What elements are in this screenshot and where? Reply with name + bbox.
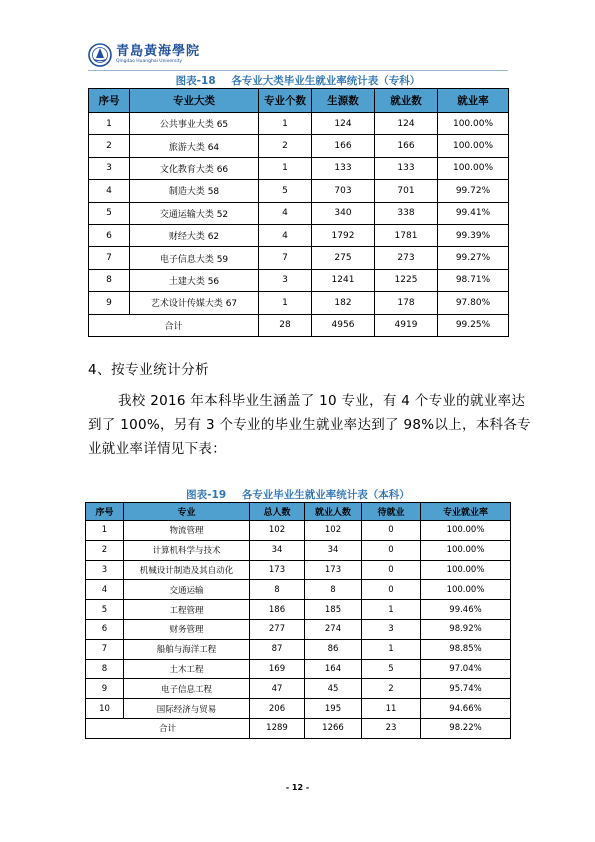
table18-cell: 166 — [375, 135, 438, 157]
table19-col-index: 序号 — [86, 503, 124, 521]
table18-cell: 1241 — [312, 269, 375, 291]
table18-cell: 交通运输大类 52 — [130, 202, 259, 224]
table18-cell: 124 — [375, 113, 438, 135]
table-row — [86, 639, 511, 659]
table19-cell: 173 — [250, 560, 305, 580]
table19-cell: 9 — [86, 679, 124, 699]
table18-cell: 公共事业大类 65 — [130, 113, 259, 135]
table18-cell: 7 — [89, 247, 130, 269]
table19-cell: 100.00% — [421, 521, 511, 541]
table18-cell: 5 — [89, 202, 130, 224]
university-seal-icon — [88, 43, 112, 67]
table19-cell: 186 — [250, 600, 305, 620]
table19-cell: 财务管理 — [124, 619, 250, 639]
table18-col-category: 专业大类 — [130, 89, 259, 113]
paragraph-line: 到了 100%，另有 3 个专业的毕业生就业率达到了 98%以上，本科各专 — [88, 417, 531, 433]
table18-cell: 4 — [259, 202, 312, 224]
table18-cell: 273 — [375, 247, 438, 269]
table19-cell: 2 — [86, 540, 124, 560]
table19-cell: 97.04% — [421, 659, 511, 679]
table18-cell: 99.72% — [438, 180, 509, 202]
table18-cell: 124 — [312, 113, 375, 135]
table19-total-cell: 23 — [362, 718, 421, 738]
table19-cell: 土木工程 — [124, 659, 250, 679]
table18-cell: 4 — [259, 224, 312, 246]
table-row — [89, 224, 509, 246]
table18-cell: 艺术设计传媒大类 67 — [130, 292, 259, 314]
table18-cell: 5 — [259, 180, 312, 202]
university-name-english: Qingdao Huanghai University — [116, 59, 182, 64]
table19-cell: 0 — [362, 560, 421, 580]
table19-cell: 0 — [362, 580, 421, 600]
table18-cell: 275 — [312, 247, 375, 269]
table18-col-rate: 就业率 — [438, 89, 509, 113]
table19-cell: 34 — [250, 540, 305, 560]
table19-cell: 277 — [250, 619, 305, 639]
table19-cell: 274 — [305, 619, 362, 639]
table18-total-cell: 4956 — [312, 314, 375, 336]
table19-col-major: 专业 — [124, 503, 250, 521]
table19-cell: 交通运输 — [124, 580, 250, 600]
university-name: 青島黃海學院 — [116, 44, 201, 59]
table19-cell: 98.85% — [421, 639, 511, 659]
table19-cell: 船舶与海洋工程 — [124, 639, 250, 659]
table-row — [89, 180, 509, 202]
table18-cell: 土建大类 56 — [130, 269, 259, 291]
table18-cell: 178 — [375, 292, 438, 314]
table18-cell: 100.00% — [438, 135, 509, 157]
table19-total-cell: 1289 — [250, 718, 305, 738]
table18-header-row — [89, 89, 509, 113]
table-row — [86, 600, 511, 620]
table-row — [89, 202, 509, 224]
table19-cell: 7 — [86, 639, 124, 659]
table-row — [86, 699, 511, 719]
table18-col-index: 序号 — [89, 89, 130, 113]
table19-cell: 8 — [86, 659, 124, 679]
table-row — [86, 540, 511, 560]
table19-total-cell: 1266 — [305, 718, 362, 738]
table18-cell: 1 — [259, 113, 312, 135]
table18-col-graduates: 生源数 — [312, 89, 375, 113]
table18-cell: 99.27% — [438, 247, 509, 269]
table19-cell: 电子信息工程 — [124, 679, 250, 699]
table18-total-cell: 4919 — [375, 314, 438, 336]
table-row — [89, 135, 509, 157]
table18-cell: 701 — [375, 180, 438, 202]
table-row — [89, 292, 509, 314]
header-rule — [88, 70, 508, 71]
table18-caption — [88, 73, 508, 88]
table19-cell: 94.66% — [421, 699, 511, 719]
table19-caption-number: 图表-19 — [186, 489, 227, 501]
table18-cell: 财经大类 62 — [130, 224, 259, 246]
table18-cell: 8 — [89, 269, 130, 291]
table18-cell: 166 — [312, 135, 375, 157]
table19-cell: 100.00% — [421, 580, 511, 600]
table-row — [89, 247, 509, 269]
table19-cell: 3 — [86, 560, 124, 580]
table19-cell: 2 — [362, 679, 421, 699]
table19-cell: 86 — [305, 639, 362, 659]
table18-cell: 1 — [259, 292, 312, 314]
table19-cell: 100.00% — [421, 540, 511, 560]
table18 — [88, 88, 509, 337]
section-heading: 4、按专业统计分析 — [88, 362, 210, 378]
table18-cell: 2 — [259, 135, 312, 157]
table19-cell: 185 — [305, 600, 362, 620]
table19-cell: 8 — [305, 580, 362, 600]
table19-cell: 工程管理 — [124, 600, 250, 620]
table19-total-label: 合计 — [86, 718, 250, 738]
table19-cell: 计算机科学与技术 — [124, 540, 250, 560]
table19-col-pending: 待就业 — [362, 503, 421, 521]
table18-cell: 7 — [259, 247, 312, 269]
table18-cell: 99.41% — [438, 202, 509, 224]
table19-cell: 0 — [362, 521, 421, 541]
university-logo — [88, 40, 200, 70]
table19-cell: 11 — [362, 699, 421, 719]
table18-cell: 703 — [312, 180, 375, 202]
table18-cell: 340 — [312, 202, 375, 224]
table19-cell: 0 — [362, 540, 421, 560]
table19-cell: 195 — [305, 699, 362, 719]
table19-cell: 机械设计制造及其自动化 — [124, 560, 250, 580]
table19-cell: 98.92% — [421, 619, 511, 639]
table19-cell: 1 — [362, 600, 421, 620]
table18-cell: 电子信息大类 59 — [130, 247, 259, 269]
table-row — [89, 269, 509, 291]
paragraph-line: 我校 2016 年本科毕业生涵盖了 10 专业，有 4 个专业的就业率达 — [118, 393, 526, 409]
table18-cell: 100.00% — [438, 157, 509, 179]
table19-cell: 1 — [362, 639, 421, 659]
table19-cell: 47 — [250, 679, 305, 699]
table19-total-row — [86, 718, 511, 738]
table19-cell: 100.00% — [421, 560, 511, 580]
table18-cell: 1781 — [375, 224, 438, 246]
table-row — [86, 560, 511, 580]
table18-total-cell: 99.25% — [438, 314, 509, 336]
table19-cell: 164 — [305, 659, 362, 679]
table19-cell: 34 — [305, 540, 362, 560]
table19-cell: 8 — [250, 580, 305, 600]
table18-cell: 99.39% — [438, 224, 509, 246]
table18-col-employed: 就业数 — [375, 89, 438, 113]
table18-cell: 98.71% — [438, 269, 509, 291]
table18-cell: 1 — [259, 157, 312, 179]
table18-cell: 133 — [312, 157, 375, 179]
table19 — [85, 502, 511, 739]
table18-cell: 文化教育大类 66 — [130, 157, 259, 179]
table18-cell: 133 — [375, 157, 438, 179]
table19-col-employed: 就业人数 — [305, 503, 362, 521]
table-row — [86, 659, 511, 679]
table19-cell: 95.74% — [421, 679, 511, 699]
table18-col-major-count: 专业个数 — [259, 89, 312, 113]
table18-total-row — [89, 314, 509, 336]
table19-cell: 3 — [362, 619, 421, 639]
table-row — [89, 113, 509, 135]
table18-cell: 9 — [89, 292, 130, 314]
table18-cell: 4 — [89, 180, 130, 202]
table19-cell: 4 — [86, 580, 124, 600]
page-number: - 12 - — [285, 783, 310, 792]
table19-caption — [88, 487, 508, 502]
table19-cell: 102 — [250, 521, 305, 541]
table19-caption-title: 各专业毕业生就业率统计表（本科） — [241, 489, 410, 501]
table19-cell: 102 — [305, 521, 362, 541]
table19-cell: 173 — [305, 560, 362, 580]
table18-cell: 338 — [375, 202, 438, 224]
table18-total-cell: 28 — [259, 314, 312, 336]
table19-total-cell: 98.22% — [421, 718, 511, 738]
table18-cell: 100.00% — [438, 113, 509, 135]
table19-cell: 国际经济与贸易 — [124, 699, 250, 719]
table18-cell: 1 — [89, 113, 130, 135]
table19-cell: 6 — [86, 619, 124, 639]
paragraph-line: 业就业率详情见下表： — [88, 441, 226, 457]
table19-cell: 物流管理 — [124, 521, 250, 541]
table-row — [86, 679, 511, 699]
table18-cell: 旅游大类 64 — [130, 135, 259, 157]
table18-cell: 2 — [89, 135, 130, 157]
table19-cell: 5 — [86, 600, 124, 620]
table19-cell: 99.46% — [421, 600, 511, 620]
table-row — [86, 521, 511, 541]
table19-col-total: 总人数 — [250, 503, 305, 521]
table18-caption-title: 各专业大类毕业生就业率统计表（专科） — [231, 75, 421, 87]
table18-cell: 97.80% — [438, 292, 509, 314]
table18-cell: 6 — [89, 224, 130, 246]
table-row — [86, 580, 511, 600]
table19-cell: 1 — [86, 521, 124, 541]
table-row — [89, 157, 509, 179]
table19-cell: 87 — [250, 639, 305, 659]
table19-cell: 10 — [86, 699, 124, 719]
table-row — [86, 619, 511, 639]
table19-cell: 206 — [250, 699, 305, 719]
table18-cell: 3 — [89, 157, 130, 179]
table18-cell: 制造大类 58 — [130, 180, 259, 202]
table18-caption-number: 图表-18 — [175, 75, 216, 87]
table19-header-row — [86, 503, 511, 521]
table18-cell: 1225 — [375, 269, 438, 291]
table18-cell: 3 — [259, 269, 312, 291]
table19-col-rate: 专业就业率 — [421, 503, 511, 521]
table19-cell: 5 — [362, 659, 421, 679]
table18-total-label: 合计 — [89, 314, 259, 336]
table18-cell: 182 — [312, 292, 375, 314]
table19-cell: 169 — [250, 659, 305, 679]
table19-cell: 45 — [305, 679, 362, 699]
table18-cell: 1792 — [312, 224, 375, 246]
